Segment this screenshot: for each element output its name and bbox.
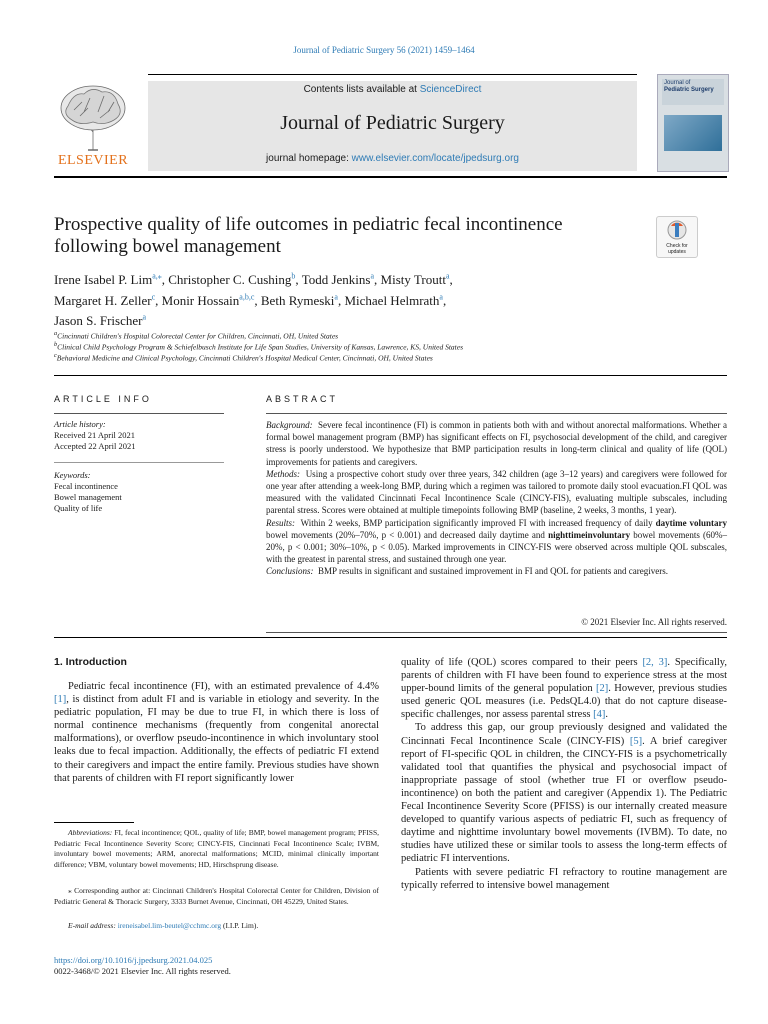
author-affiliation-mark[interactable]: c (151, 292, 156, 302)
author-name: Margaret H. Zeller (54, 292, 152, 308)
article-title: Prospective quality of life outcomes in pediatric fecal incontinence following bowel management (54, 214, 563, 257)
author-affiliation-mark[interactable]: b (291, 272, 296, 281)
received-date: Received 21 April 2021 (54, 430, 135, 440)
cover-title-line2: Pediatric Surgery (664, 87, 714, 93)
author-separator: , (254, 292, 261, 308)
doi-link[interactable]: https://doi.org/10.1016/j.jpedsurg.2021.04.025 (54, 955, 213, 965)
author (381, 272, 453, 287)
methods-label: Methods: (266, 468, 300, 479)
abstract-heading: ABSTRACT (266, 394, 339, 404)
abstract-methods (266, 468, 727, 517)
issn-line: 0022-3468/© 2021 Elsevier Inc. All rights reserved. (54, 966, 231, 976)
affiliation-a (54, 330, 734, 341)
abstract-conclusions (266, 565, 727, 577)
author (302, 272, 381, 287)
results-label: Results: (266, 517, 295, 528)
homepage-line (148, 153, 637, 164)
corresponding-mark: ⁎ (68, 886, 72, 895)
introduction-heading: 1. Introduction (54, 656, 127, 668)
citation-link[interactable]: [5] (629, 735, 643, 747)
conclusions-text: BMP results in significant and sustained improvement in FI and QOL for patients and caregivers. (318, 566, 669, 577)
corresponding-text: Corresponding author at: Cincinnati Children's Hospital Colorectal Center for Children, Division of Pediatric General & Thoracic Surgery, 3333 Burnet Avenue, Cincinnati, OH 45229, United States. (54, 886, 380, 906)
author-affiliation-mark[interactable]: a (142, 312, 147, 322)
intro-text: . However, previous studies used generic QOL measures (i.e. PedsQL4.0) that do not capture disease-specific challenges, nor assess parental stress (401, 683, 728, 721)
author-separator: , (374, 272, 381, 288)
author-affiliation-mark[interactable]: a,b,c (239, 292, 255, 302)
abstract-results (266, 517, 727, 566)
results-bold: nighttimeinvoluntary (548, 529, 631, 540)
affiliation-text: Behavioral Medicine and Clinical Psychology, Cincinnati Children's Hospital Medical Center, Cincinnati, OH, United States (56, 353, 433, 363)
results-text: bowel movements (20%–70%, p < 0.001) and decreased daily daytime and (266, 529, 549, 540)
author-name: Jason S. Frischer (54, 312, 143, 328)
author-name: Christopher C. Cushing (168, 272, 292, 288)
footnote-rule (54, 822, 134, 823)
author-name: Monir Hossain (161, 292, 240, 308)
intro-paragraph (54, 680, 379, 785)
intro-text: To address this gap, our group previously designed and validated the Cincinnati Fecal Incontinence Scale (CINCY-FIS) (401, 722, 727, 747)
affiliation-mark: c (54, 352, 57, 359)
conclusions-label: Conclusions: (266, 566, 314, 577)
author-affiliation-mark[interactable]: a (439, 292, 443, 302)
author (344, 293, 446, 308)
email-suffix: (I.I.P. Lim). (223, 921, 259, 930)
results-bold: daytime voluntary (655, 517, 727, 528)
author-affiliation-mark[interactable]: a (445, 272, 450, 281)
abbrev-text: FI, fecal incontinence; QOL, quality of life; BMP, bowel management program; PFISS, Pediatric Fecal Incontinence Severity Score; CINCY-FIS, Cincinnati Fecal Incontinence Scale; IVBM, involuntary bowel movements; ARM, anorectal malformations; MCID, minimal clinically important difference; VBM, voluntary bowel movements; HD, Hirschsprung disease. (54, 828, 379, 869)
intro-text: . A brief caregiver report of FI-specific QOL in children, the CINCY-FIS is a psychometrically validated tool that quantifies the physical and psychosocial impact of inappropriate passage of stool (whether true FI or overflow pseudo-incontinence) on both the patient and caregiver (Appendix 1). The Pediatric Fecal Incontinence Severity Score (PFISS) is our internally created measure developed to quantify various aspects of pediatric FI, such as frequency of daytime and nighttime involuntary bowel movements (IVBM). To date, no studies have utilized these or similar tools to assess the long-term effects of pediatric FI interventions. (401, 735, 727, 865)
cover-title-line1: Journal of (664, 80, 691, 86)
keyword: Fecal incontinence (54, 481, 118, 491)
body-column-left (54, 680, 379, 785)
author-separator: , (442, 292, 447, 308)
author-separator: , (449, 272, 453, 288)
background-text: Severe fecal incontinence (FI) is common in patients both with and without anorectal malformations. Whether a formal bowel management program (BMP) has significant effects on FI, psychosocial development of the child, and caregiver stress is poorly understood. We hypothesize that BMP participation results in long-term clinical and quality of life (QOL) improvements for patients and caregivers. (266, 420, 727, 467)
author (168, 272, 301, 287)
author (162, 293, 261, 308)
contents-prefix: Contents lists available at (303, 84, 420, 95)
history-label: Article history: (54, 419, 106, 429)
elsevier-wordmark: ELSEVIER (57, 153, 129, 168)
author-separator: , (155, 292, 162, 308)
author-affiliation-mark[interactable]: a (370, 272, 375, 281)
section-divider (54, 375, 727, 376)
affiliation-b (54, 341, 734, 352)
author-name: Irene Isabel P. Lim (54, 272, 153, 288)
affiliation-mark: a (54, 330, 58, 337)
article-info-heading: ARTICLE INFO (54, 394, 152, 404)
abstract-copyright: © 2021 Elsevier Inc. All rights reserved. (581, 617, 727, 627)
author-name: Todd Jenkins (301, 272, 371, 288)
keyword: Quality of life (54, 503, 103, 513)
email-label: E-mail address: (68, 921, 116, 930)
header-bottom-rule (54, 176, 727, 178)
intro-text: Pediatric fecal incontinence (FI), with an estimated prevalence of 4.4% (68, 681, 379, 692)
author (54, 313, 146, 328)
accepted-date: Accepted 22 April 2021 (54, 441, 136, 451)
intro-text: . Specifically, parents of children with FI have been found to experience stress at the most upper-bound limits of the general population (401, 657, 727, 695)
check-for-updates-button[interactable] (656, 216, 698, 258)
author (54, 293, 162, 308)
author (54, 272, 168, 287)
results-text: bowel movements (60%–20%, p < 0.001; 30%–10%, p < 0.05). Marked improvements in CINCY-FIS were observed across multiple QOL subscales, with the greatest in parental stress, and sustained through one year. (266, 529, 728, 565)
body-column-right (401, 656, 727, 892)
author-name: Misty Troutt (380, 272, 446, 288)
citation-link[interactable]: [1] (54, 694, 67, 706)
abbreviations-footnote (54, 828, 379, 870)
journal-reference[interactable]: Journal of Pediatric Surgery 56 (2021) 1459–1464 (293, 45, 475, 55)
author-list (54, 268, 614, 329)
body-divider (54, 637, 727, 638)
citation-link[interactable]: [2] (596, 683, 609, 695)
author-separator: , (337, 292, 345, 308)
email-footnote (54, 921, 379, 932)
corresponding-footnote (54, 886, 379, 907)
citation-link[interactable]: [4] (593, 709, 606, 721)
intro-text: . (605, 709, 609, 721)
article-info-rule (54, 413, 224, 414)
crossmark-icon (657, 217, 697, 245)
article-history (54, 419, 224, 452)
affiliation-c (54, 352, 734, 363)
abstract-background (266, 419, 727, 468)
abbrev-label: Abbreviations: (68, 828, 113, 837)
check-updates-label: Check for updates (666, 243, 688, 255)
author-affiliation-mark[interactable]: a (334, 292, 338, 302)
article-info-rule-2 (54, 462, 224, 463)
header-top-rule (148, 74, 637, 75)
abstract-bottom-rule (266, 632, 727, 633)
footer (54, 955, 231, 977)
keyword: Bowel management (54, 492, 122, 502)
author (261, 293, 345, 308)
keywords-block (54, 470, 224, 514)
affiliation-mark: b (54, 341, 58, 348)
homepage-link[interactable]: www.elsevier.com/locate/jpedsurg.org (351, 153, 519, 164)
intro-paragraph: Patients with severe pediatric FI refractory to routine management are typically referred to intensive bowel management (401, 866, 727, 891)
methods-text: Using a prospective cohort study over three years, 342 children (age 3–12 years) and caregivers were followed for one year after attending a week-long BMP, during which a regimen was tailored to promote daily stool evacuation.FI QOL was measured with the validated Cincinnati Fecal Incontinence Scale (CINCY-FIS), evaluating multiple subscales, including parental stress. Scores were obtained at multiple timepoints following BMP (baseline, 2 weeks, 3 months, 1 year). (266, 468, 728, 516)
email-link[interactable]: ireneisabel.lim-beutel@cchmc.org (117, 921, 222, 930)
author-name: Michael Helmrath (344, 292, 440, 308)
author-separator: , (161, 272, 169, 288)
background-label: Background: (266, 420, 313, 430)
citation-link[interactable]: [2, 3] (642, 657, 668, 668)
author-affiliation-mark[interactable]: a,⁎ (152, 272, 162, 281)
intro-paragraph (401, 721, 727, 865)
results-text: Within 2 weeks, BMP participation significantly improved FI with increased frequency of daily (300, 517, 656, 528)
abstract-body (266, 419, 727, 578)
keywords-label: Keywords: (54, 470, 91, 480)
abstract-rule (266, 413, 727, 414)
journal-title: Journal of Pediatric Surgery (280, 112, 505, 134)
intro-text: , is distinct from adult FI and is variable in etiology and severity. In the pediatric population, FI may be due to true FI, in which there is loss of normal continence mechanisms (frequently from congenital anorectal malformations), or overflow pseudo-incontinence in which involuntary stool leaks due to fecal impaction. Additionally, the effects of pediatric FI extend to their caregivers and impact the entire family. Previous studies have shown that parents of children with FI report significantly lower (54, 694, 379, 784)
intro-paragraph (401, 656, 727, 721)
homepage-prefix: journal homepage: (266, 153, 352, 164)
contents-line (148, 84, 637, 95)
author-name: Beth Rymeski (260, 292, 335, 308)
affiliation-text: Cincinnati Children's Hospital Colorectal Center for Children, Cincinnati, OH, United States (57, 331, 339, 341)
journal-cover-thumbnail[interactable] (657, 74, 729, 172)
sciencedirect-link[interactable]: ScienceDirect (419, 84, 482, 95)
author-separator: , (295, 272, 302, 288)
affiliation-text: Clinical Child Psychology Program & Schiefelbusch Institute for Life Span Studies, University of Kansas, Lawrence, KS, United States (57, 342, 463, 352)
intro-text: quality of life (QOL) scores compared to their peers (401, 657, 643, 668)
